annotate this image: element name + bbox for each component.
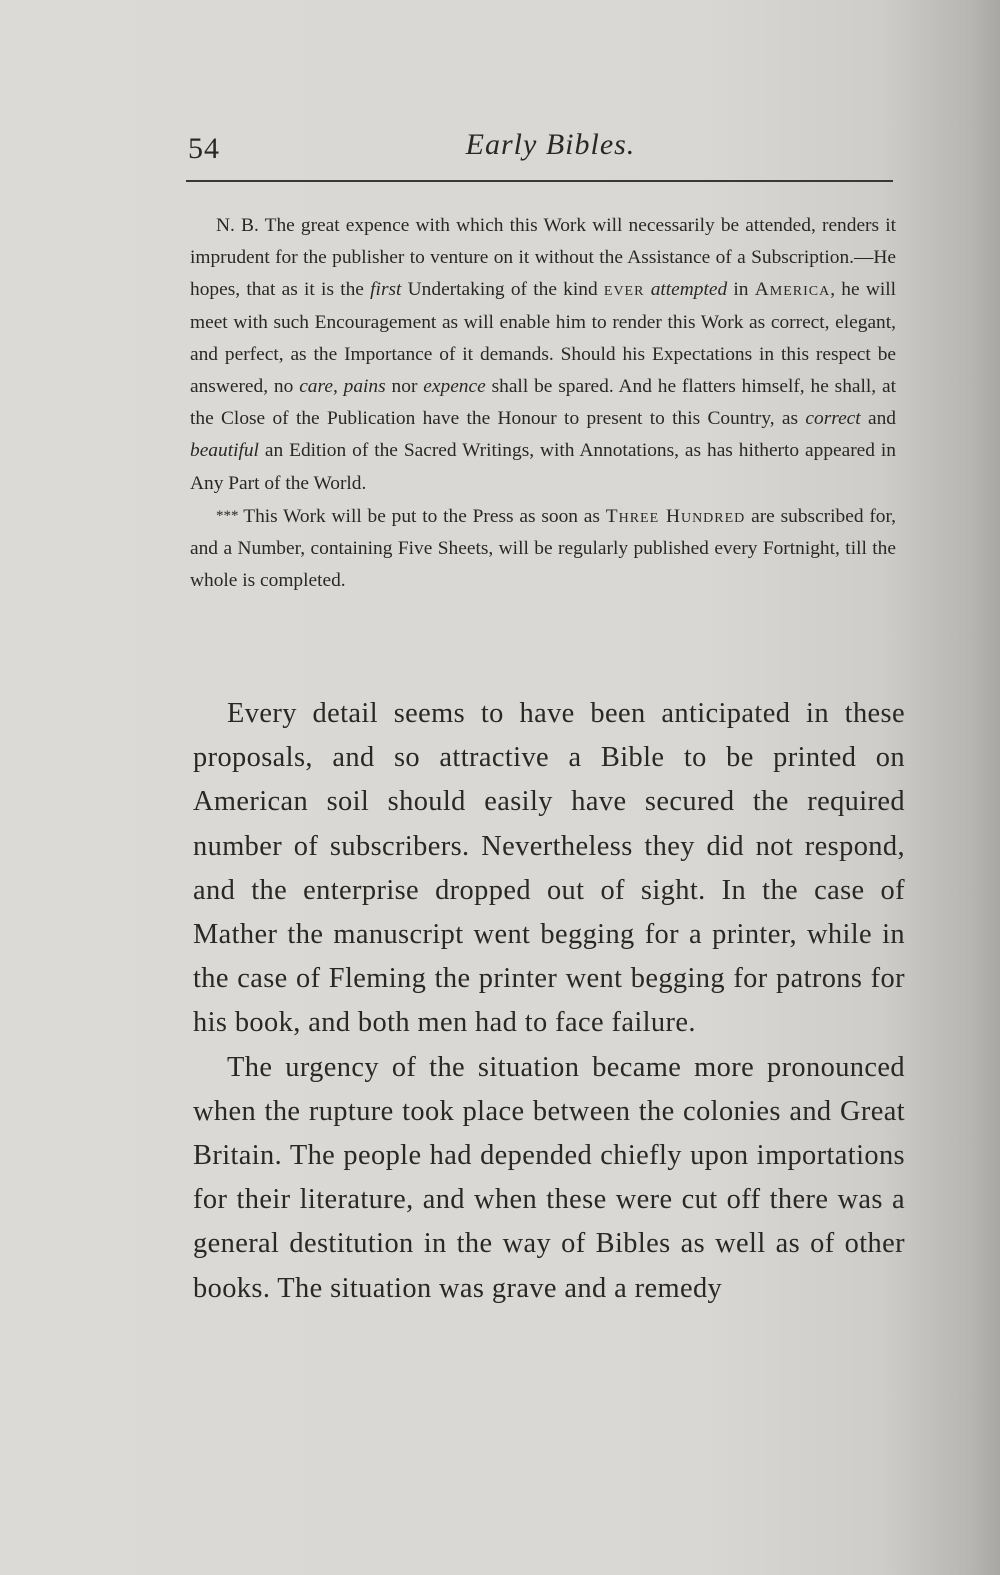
- notice-paragraph: N. B. The great expence with which this Work will necessarily be attended, renders it imprudent for the publisher to venture on it without the Assistance of a Subscription.—He hopes, that as it is the first Undertaking of the kind ever attempted in America, he will meet with such Encouragement as will enable him to render this Work as correct, elegant, and perfect, as the Importance of it demands. Should his Expectations in this respect be answered, no care, pains nor expence shall be spared. And he flatters himself, he shall, at the Close of the Publication have the Honour to present to this Country, as correct and beautiful an Edition of the Sacred Writings, with Annotations, as has hitherto appeared in Any Part of the World.: [190, 215, 897, 494]
- running-title: Early Bibles.: [465, 128, 636, 161]
- page-header: [188, 128, 893, 168]
- body-text: [193, 692, 905, 1311]
- header-rule: [186, 180, 893, 182]
- page-number: 54: [188, 132, 220, 165]
- notice-paragraph: *** This Work will be put to the Press as soon as Three Hundred are subscribed for, and a Number, containing Five Sheets, will be regularly published every Fortnight, till the whole is completed.: [190, 505, 897, 592]
- body-paragraph: Every detail seems to have been anticipated in these proposals, and so attractive a Bible to be printed on American soil should easily have secured the required number of subscribers. Nevertheless they did not respond, and the enterprise dropped out of sight. In the case of Mather the manuscript went begging for a printer, while in the case of Fleming the printer went begging for patrons for his book, and both men had to face failure.: [193, 698, 905, 1039]
- body-paragraph: The urgency of the situation became more pronounced when the rupture took place between the colonies and Great Britain. The people had depended chiefly upon importations for their literature, and when these were cut off there was a general destitution in the way of Bibles as well as of other books. The situation was grave and a remedy: [193, 1051, 905, 1304]
- subscription-notice: [190, 210, 896, 597]
- asterism-mark: ***: [216, 507, 244, 524]
